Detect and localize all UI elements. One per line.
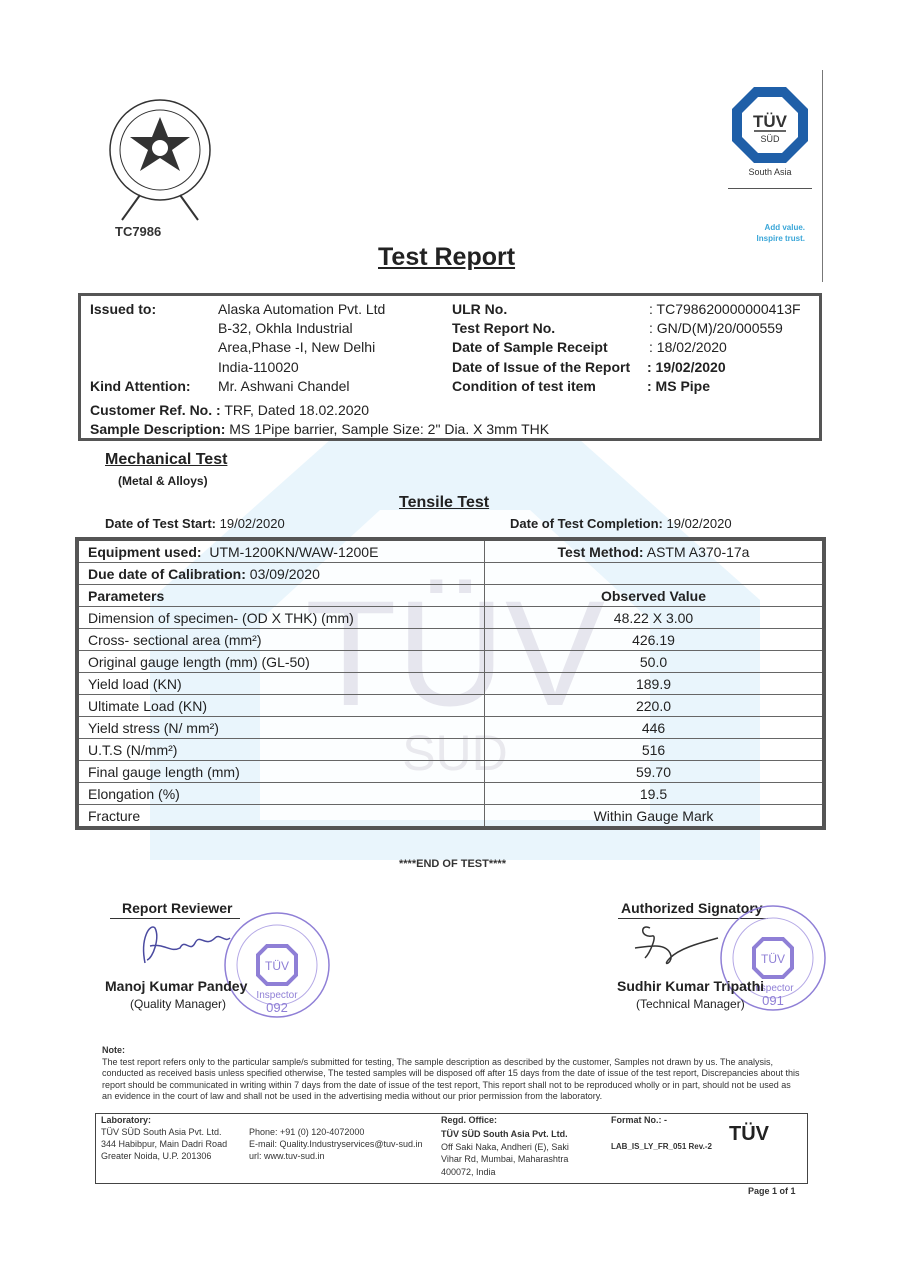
report-no-label: Test Report No. <box>452 320 556 336</box>
office-line-3: 400072, India <box>441 1167 496 1177</box>
value-cell: 189.9 <box>485 673 823 695</box>
method-label: Test Method: <box>557 543 644 560</box>
results-table <box>75 537 826 830</box>
issue-date-value: : 19/02/2020 <box>647 359 726 375</box>
reviewer-stamp <box>222 910 332 1020</box>
page-title: Test Report <box>378 243 516 271</box>
table-row <box>79 563 822 585</box>
svg-text:TÜV: TÜV <box>753 112 787 131</box>
table-row <box>79 651 822 673</box>
test-start-value: 19/02/2020 <box>219 516 285 531</box>
footer-box <box>95 1113 808 1184</box>
page-number: Page 1 of 1 <box>748 1186 796 1196</box>
issued-to-line-2: B-32, Okhla Industrial <box>218 320 353 336</box>
tagline-line-2: Inspire trust. <box>756 234 805 243</box>
reviewer-title: Report Reviewer <box>122 900 233 916</box>
condition-value: : MS Pipe <box>647 378 711 394</box>
value-cell: Within Gauge Mark <box>485 805 823 827</box>
table-row <box>79 739 822 761</box>
ulr-value: : TC798620000000413F <box>649 301 801 317</box>
disclaimer-note <box>102 1045 802 1103</box>
svg-text:TÜV: TÜV <box>265 959 289 973</box>
format-number: LAB_IS_LY_FR_051 Rev.-2 <box>611 1142 712 1151</box>
lab-line-3: Greater Noida, U.P. 201306 <box>101 1151 212 1161</box>
param-cell: Yield load (KN) <box>79 673 485 695</box>
svg-text:TÜV: TÜV <box>761 952 785 966</box>
reviewer-name: Manoj Kumar Pandey <box>105 978 248 994</box>
signatory-name: Sudhir Kumar Tripathi <box>617 978 765 994</box>
issued-to-line-3: Area,Phase -I, New Delhi <box>218 339 376 355</box>
sample-desc-value: MS 1Pipe barrier, Sample Size: 2" Dia. X 3mm THK <box>229 421 550 437</box>
table-row <box>79 761 822 783</box>
param-cell: Original gauge length (mm) (GL-50) <box>79 651 485 673</box>
svg-text:SUD: SUD <box>402 725 508 781</box>
method-value: ASTM A370-17a <box>646 543 750 560</box>
empty-cell <box>485 563 823 585</box>
value-cell: 48.22 X 3.00 <box>485 607 823 629</box>
value-cell: 59.70 <box>485 761 823 783</box>
equipment-label: Equipment used: <box>88 543 202 560</box>
office-name: TÜV SÜD South Asia Pvt. Ltd. <box>441 1129 568 1139</box>
logo-subtitle: South Asia <box>748 167 792 177</box>
lab-line-1: TÜV SÜD South Asia Pvt. Ltd. <box>101 1127 222 1137</box>
signatory-title: Authorized Signatory <box>621 900 763 916</box>
issued-to-label: Issued to: <box>90 301 157 317</box>
lab-line-2: 344 Habibpur, Main Dadri Road <box>101 1139 228 1149</box>
office-label: Regd. Office: <box>441 1115 498 1125</box>
report-no-value: : GN/D(M)/20/000559 <box>649 320 783 336</box>
tagline <box>735 222 805 244</box>
table-row <box>79 607 822 629</box>
equipment-value: UTM-1200KN/WAW-1200E <box>209 543 379 560</box>
customer-ref <box>90 402 369 418</box>
tagline-line-1: Add value. <box>764 223 805 232</box>
svg-text:Inspector: Inspector <box>256 990 298 1001</box>
parameters-header: Parameters <box>79 585 485 607</box>
value-cell: 446 <box>485 717 823 739</box>
condition-label: Condition of test item <box>452 378 596 394</box>
svg-text:092: 092 <box>266 1000 288 1015</box>
param-cell: Elongation (%) <box>79 783 485 805</box>
signatory-role: (Technical Manager) <box>636 997 745 1011</box>
email[interactable]: E-mail: Quality.Industryservices@tuv-sud.in <box>249 1139 423 1149</box>
note-text: The test report refers only to the particular sample/s submitted for testing, The sample description as described by the customer, Samples not drawn by us. The analysis, conducted as received basis unless specified otherwise, The tested samples will be disposed off after 15 days from the date of issue of the test report, Discrepancies about this report should be communicated in writing within 7 days from the date of issue of the test report, This report shall not to be reproduced wholly or in part, should not be used as an evidence in the court of law and shall not be used in the advertising media without our prior permission from the laboratory. <box>102 1056 800 1101</box>
table-row <box>79 629 822 651</box>
test-completion-value: 19/02/2020 <box>666 516 732 531</box>
param-cell: Ultimate Load (KN) <box>79 695 485 717</box>
nabl-accreditation-logo <box>100 95 220 225</box>
reviewer-role: (Quality Manager) <box>130 997 227 1011</box>
table-row <box>79 783 822 805</box>
issue-date-label: Date of Issue of the Report <box>452 359 631 375</box>
sample-receipt-value: : 18/02/2020 <box>649 339 727 355</box>
table-row <box>79 541 822 563</box>
param-cell: Dimension of specimen- (OD X THK) (mm) <box>79 607 485 629</box>
tuv-brand-mark: TÜV <box>729 1123 769 1145</box>
customer-ref-label: Customer Ref. No. : <box>90 402 221 418</box>
signatory-signature <box>630 918 720 973</box>
test-start-date <box>105 516 285 531</box>
calibration-cell <box>79 563 485 585</box>
svg-text:TÜV: TÜV <box>305 569 605 737</box>
logo-divider <box>728 188 812 189</box>
accreditation-code: TC7986 <box>115 224 162 239</box>
end-of-test-marker: ****END OF TEST**** <box>399 858 506 870</box>
header-divider <box>822 70 823 282</box>
value-cell: 426.19 <box>485 629 823 651</box>
test-completion-date <box>510 516 732 531</box>
phone: Phone: +91 (0) 120-4072000 <box>249 1127 365 1137</box>
issued-to-line-4: India-110020 <box>218 359 299 375</box>
table-row <box>79 805 822 827</box>
value-cell: 19.5 <box>485 783 823 805</box>
calibration-value: 03/09/2020 <box>249 565 320 582</box>
table-row <box>79 695 822 717</box>
param-cell: Yield stress (N/ mm²) <box>79 717 485 739</box>
test-name: Tensile Test <box>399 494 490 511</box>
sample-desc-label: Sample Description: <box>90 421 226 437</box>
param-cell: Fracture <box>88 807 141 824</box>
calibration-label: Due date of Calibration: <box>88 565 246 582</box>
report-info-box <box>78 293 822 441</box>
param-cell: Cross- sectional area (mm²) <box>79 629 485 651</box>
value-cell: 220.0 <box>485 695 823 717</box>
svg-text:SÜD: SÜD <box>760 134 780 144</box>
table-header-row <box>79 585 822 607</box>
kind-attention-value: Mr. Ashwani Chandel <box>218 378 350 394</box>
office-line-1: Off Saki Naka, Andheri (E), Saki <box>441 1142 569 1152</box>
tuv-sud-logo <box>730 85 810 165</box>
test-start-label: Date of Test Start: <box>105 516 216 531</box>
svg-text:Inspector: Inspector <box>752 983 794 994</box>
section-subheading: (Metal & Alloys) <box>118 474 208 488</box>
svg-text:091: 091 <box>762 993 784 1008</box>
table-row <box>79 717 822 739</box>
section-heading: Mechanical Test <box>105 451 228 468</box>
param-cell: U.T.S (N/mm²) <box>79 739 485 761</box>
method-cell <box>485 541 823 563</box>
issued-to-line-1: Alaska Automation Pvt. Ltd <box>218 301 386 317</box>
kind-attention-label: Kind Attention: <box>90 378 191 394</box>
sample-description <box>90 421 549 437</box>
param-cell: Final gauge length (mm) <box>79 761 485 783</box>
website[interactable]: url: www.tuv-sud.in <box>249 1151 325 1161</box>
test-completion-label: Date of Test Completion: <box>510 516 663 531</box>
note-label: Note: <box>102 1045 125 1055</box>
lab-label: Laboratory: <box>101 1115 152 1125</box>
format-label: Format No.: - <box>611 1115 667 1125</box>
value-cell: 50.0 <box>485 651 823 673</box>
customer-ref-value: TRF, Dated 18.02.2020 <box>224 402 370 418</box>
reviewer-signature <box>135 918 235 968</box>
ulr-label: ULR No. <box>452 301 508 317</box>
office-line-2: Vihar Rd, Mumbai, Maharashtra <box>441 1154 569 1164</box>
sample-receipt-label: Date of Sample Receipt <box>452 339 608 355</box>
value-cell: 516 <box>485 739 823 761</box>
equipment-cell <box>79 541 485 563</box>
observed-value-header: Observed Value <box>485 585 823 607</box>
table-row <box>79 673 822 695</box>
